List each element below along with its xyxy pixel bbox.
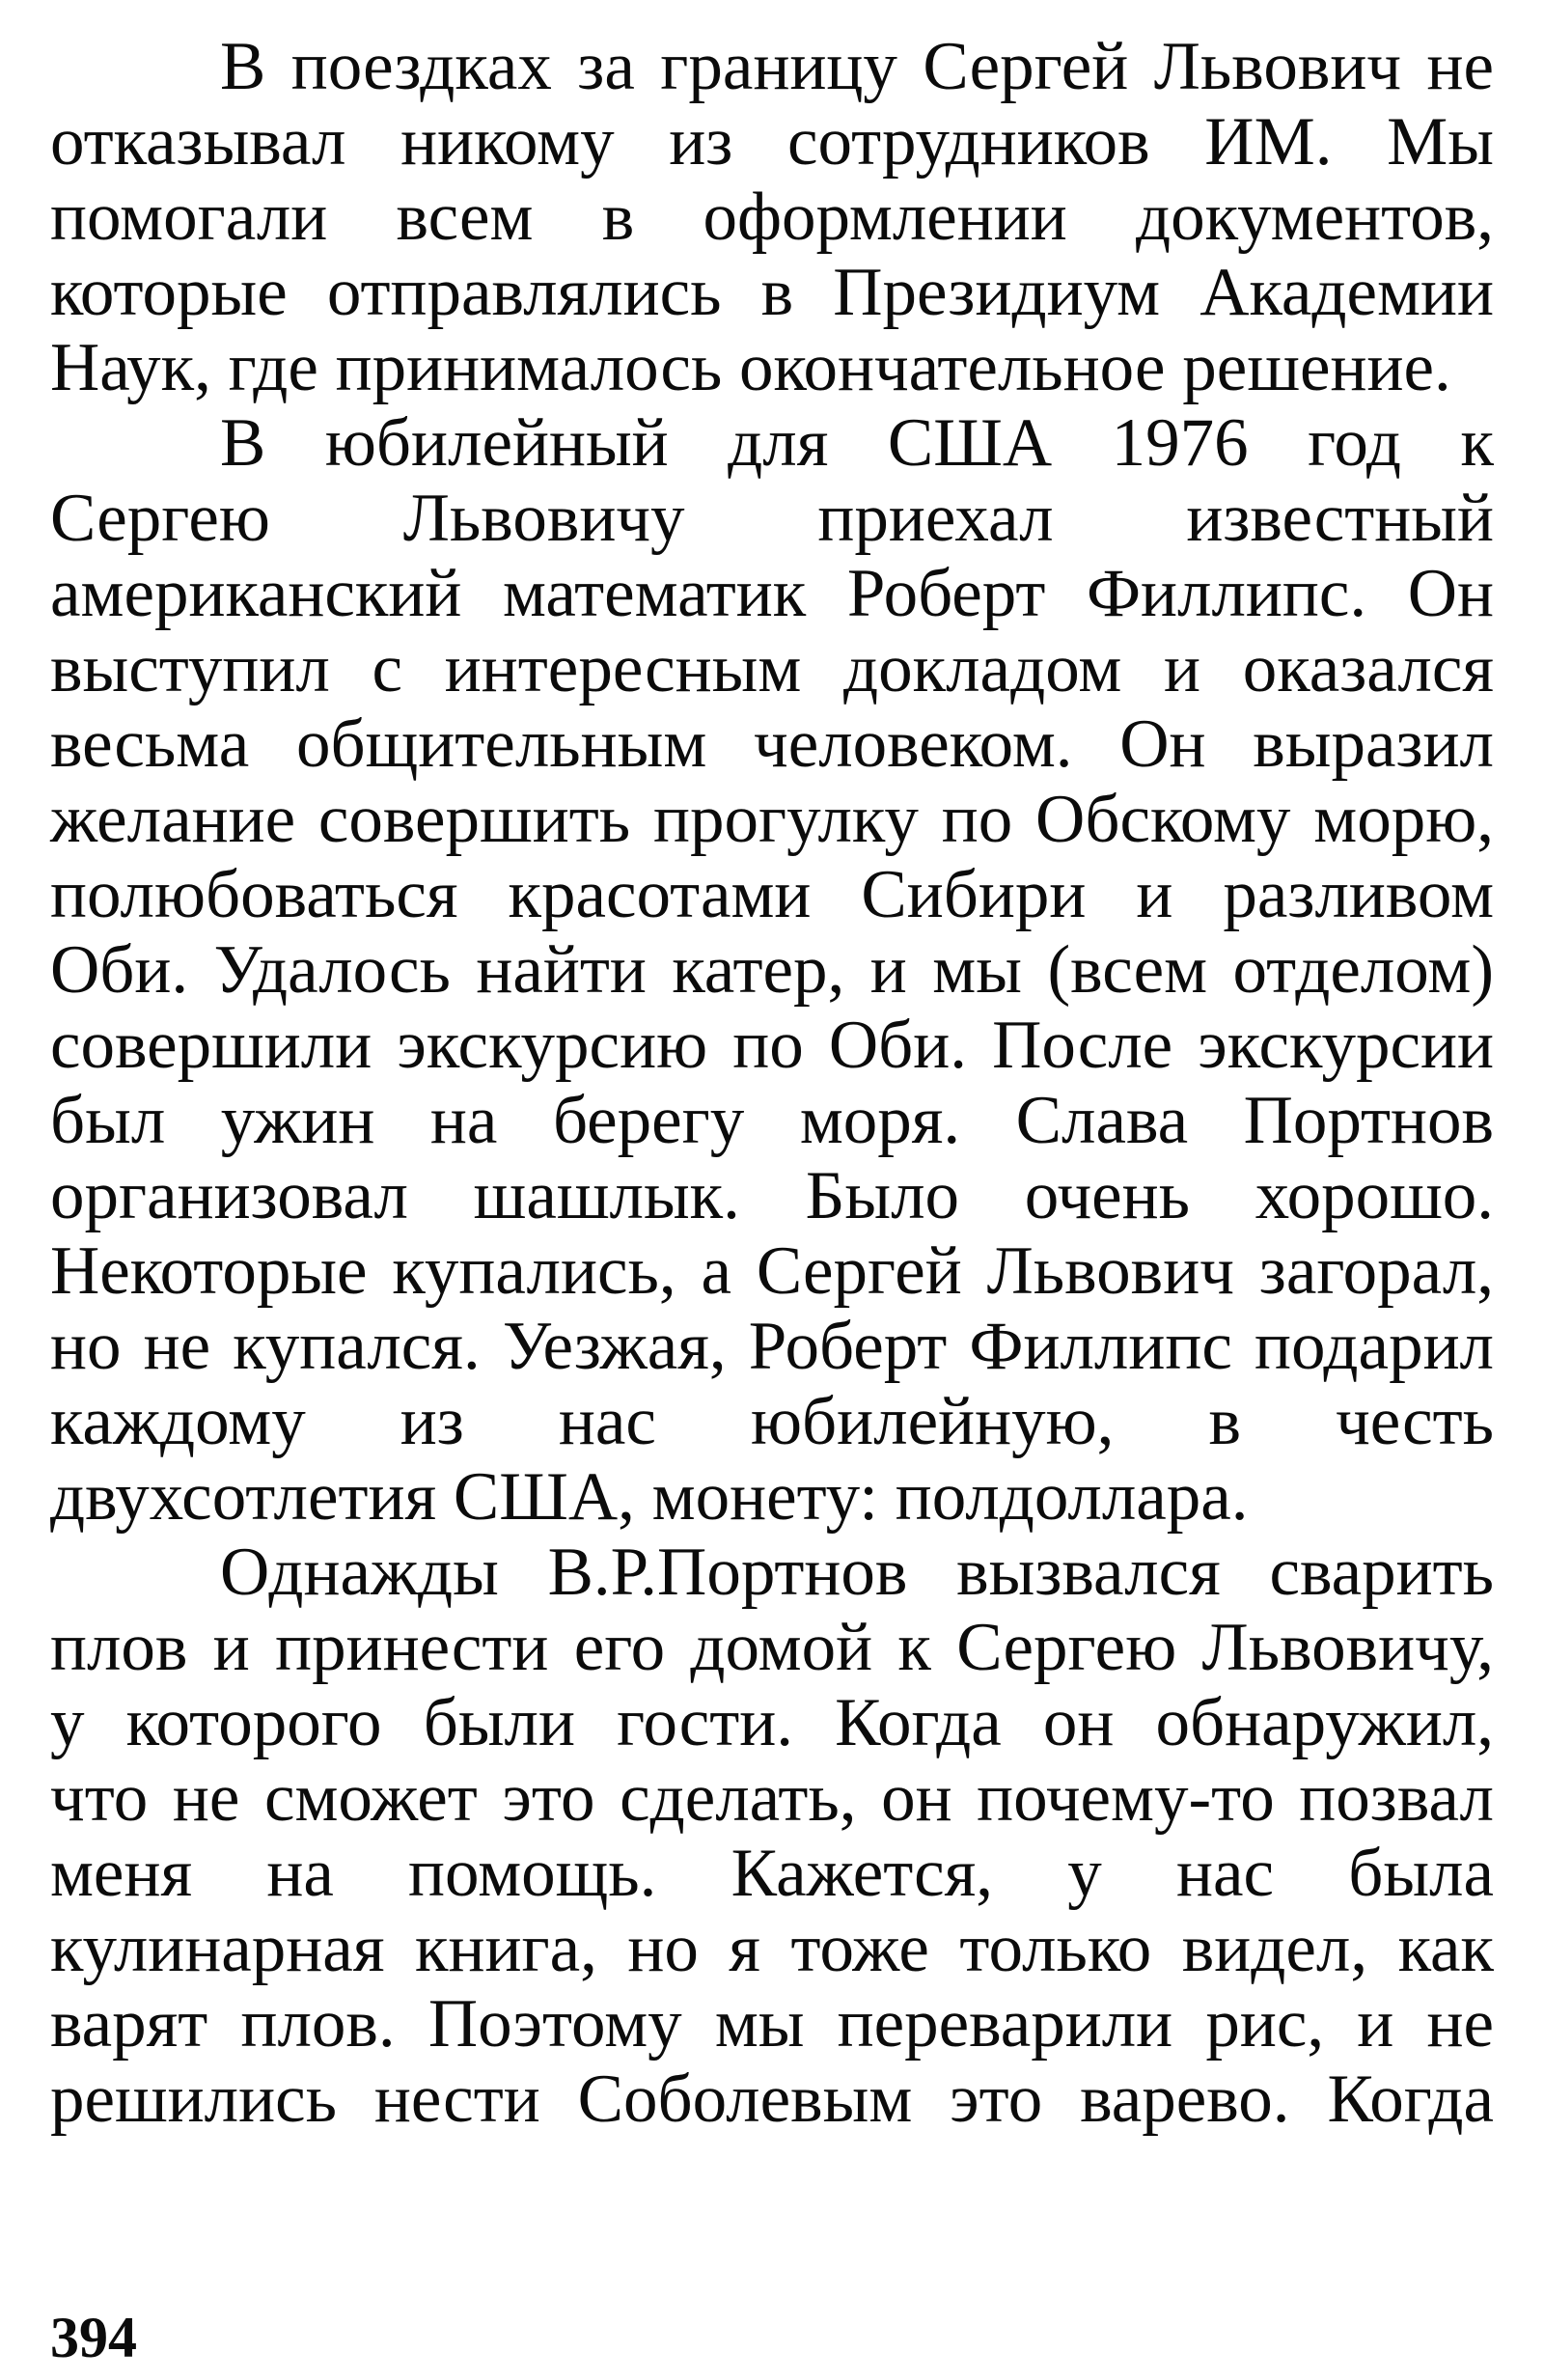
- text-line: помогали всем в оформлении документов,: [50, 180, 1494, 255]
- paragraph-1: [50, 29, 1494, 405]
- paragraph-2: [50, 405, 1494, 1535]
- text-line: варят плов. Поэтому мы переварили рис, и не: [50, 1986, 1494, 2062]
- text-line: решились нести Соболевым это варево. Когда: [50, 2062, 1494, 2137]
- text-line: меня на помощь. Кажется, у нас была: [50, 1836, 1494, 1911]
- text-line: что не сможет это сделать, он почему-то позвал: [50, 1760, 1494, 1836]
- text-line: желание совершить прогулку по Обскому морю,: [50, 782, 1494, 857]
- text-line: у которого были гости. Когда он обнаружил,: [50, 1685, 1494, 1760]
- text-line: но не купался. Уезжая, Роберт Филлипс подарил: [50, 1309, 1494, 1384]
- text-line: каждому из нас юбилейную, в честь: [50, 1384, 1494, 1459]
- text-line: организовал шашлык. Было очень хорошо.: [50, 1158, 1494, 1233]
- text-line: В поездках за границу Сергей Львович не: [220, 29, 1494, 104]
- text-line: Наук, где принималось окончательное решение.: [50, 330, 1451, 405]
- text-line: Оби. Удалось найти катер, и мы (всем отделом): [50, 932, 1494, 1008]
- text-line: Однажды В.Р.Портнов вызвался сварить: [220, 1535, 1494, 1610]
- text-line: американский математик Роберт Филлипс. Он: [50, 556, 1494, 631]
- page-body: [50, 29, 1494, 2137]
- text-line: плов и принести его домой к Сергею Львовичу,: [50, 1610, 1494, 1685]
- text-line: отказывал никому из сотрудников ИМ. Мы: [50, 104, 1494, 180]
- text-line: кулинарная книга, но я тоже только видел, как: [50, 1911, 1494, 1986]
- text-line: весьма общительным человеком. Он выразил: [50, 706, 1494, 782]
- page-number: 394: [50, 2306, 137, 2369]
- text-line: Сергею Львовичу приехал известный: [50, 481, 1494, 556]
- text-line: которые отправлялись в Президиум Академии: [50, 255, 1494, 330]
- paragraph-3: [50, 1535, 1494, 2137]
- text-line: двухсотлетия США, монету: полдоллара.: [50, 1459, 1249, 1535]
- text-line: полюбоваться красотами Сибири и разливом: [50, 857, 1494, 932]
- text-line: был ужин на берегу моря. Слава Портнов: [50, 1083, 1494, 1158]
- text-line: Некоторые купались, а Сергей Львович загорал,: [50, 1233, 1494, 1309]
- text-line: совершили экскурсию по Оби. После экскурсии: [50, 1008, 1494, 1083]
- text-line: В юбилейный для США 1976 год к: [220, 405, 1494, 481]
- text-line: выступил с интересным докладом и оказался: [50, 631, 1494, 706]
